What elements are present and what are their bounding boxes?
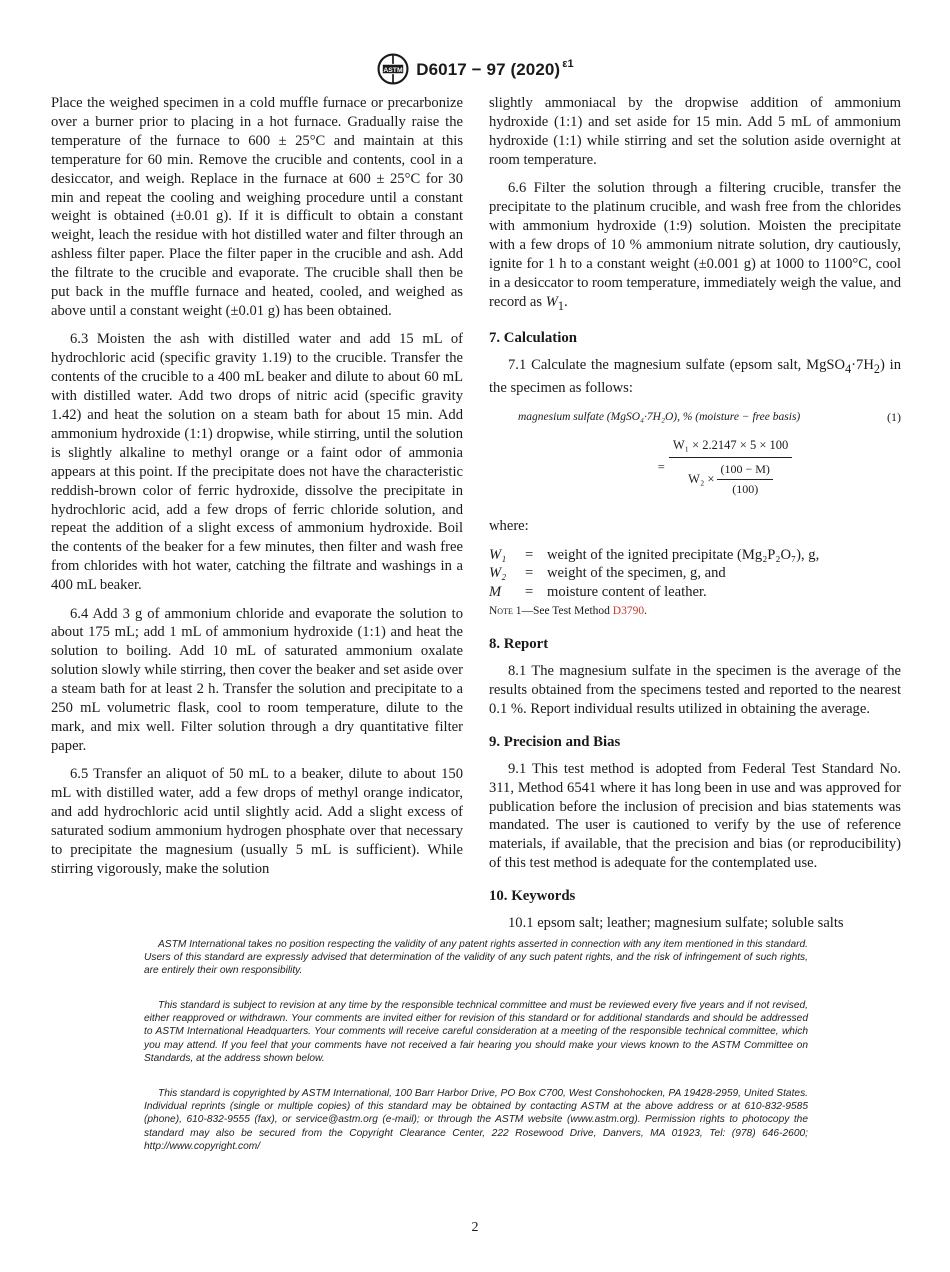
document-designation: D6017 − 97 (2020) $^{\varepsilon 1}$ [416,58,574,79]
copyright-notice: This standard is copyrighted by ASTM International, 100 Barr Harbor Drive, PO Box C700, West Conshohocken, PA 19428-2959, United States. Individual reprints (single or multiple copies) of this standard may be obtained by contacting ASTM at the above address or at 610-832-9585 (phone), 610-832-9555 (fax), or service@astm.org (e-mail); or through the ASTM website (www.astm.org). Permission rights to photocopy the standard may also be secured from the Copyright Clearance Center, 222 Rosewood Drive, Danvers, MA 01923, Tel: (978) 646-2600; http://www.copyright.com/ [144,1088,808,1152]
equation-label: magnesium sulfate (MgSO₄·7H₂O), % (moisture − free basis) (1) [489,408,901,427]
paragraph-6-4: 6.4 Add 3 g of ammonium chloride and evaporate the solution to about 175 mL; add 1 mL of ammonium hydroxide (1:1) and heat the solution to boiling. Add 10 mL of saturated ammonium oxalate solution slowly while stirring, then cover the beaker and set aside over a steam bath for at least 2 h. Transfer the solution and precipitate to a 250 mL volumetric flask, cool to room temperature, dilute to the mark, and mix well. Filter solution through a dry quantitative filter paper. [51,605,463,754]
section-7-heading: 7. Calculation [489,330,577,347]
section-10-heading: 10. Keywords [489,888,576,905]
svg-text:ASTM: ASTM [383,66,403,74]
paragraph-8-1: 8.1 The magnesium sulfate in the specimen is the average of the results obtained from the specimens tested and reported to the nearest 0.1 %. Report individual results utilized in obtaining the average. [489,663,901,717]
equation-numerator: W₁ × 2.2147 × 5 × 100 [669,436,792,458]
epsilon-superscript: ε1 [562,58,574,70]
note-1: Note 1—See Test Method D3790. [489,605,647,618]
left-column [51,94,463,888]
variable-definitions: W₁ = weight of the ignited precipitate (Mg₂P₂O₇), g, W₂ = weight of the specimen, g, and M = moisture content of leather. [489,546,820,601]
right-column [489,94,901,942]
paragraph-6-2-cont: Place the weighed specimen in a cold muffle furnace or precarbonize over a burner prior to placing in a hot furnace. Gradually raise the temperature of the furnace to 600 ± 25°C and maintain at this temperature for 60 min. Remove the crucible and contents, cool in a desiccator, and weigh. Replace in the furnace at 600 ± 25°C for 30 min and repeat the cooling and weighing procedure until a constant weight is obtained (±0.01 g). If it is difficult to obtain a constant weight, leach the residue with hot distilled water and filter through an ashless filter paper. Place the filter paper in the crucible and ash. Add the filtrate to the crucible and evaporate. The crucible shall then be put back in the muffle furnace and heated, cooled, and weighed as above until a constant weight (±0.01 g) has been obtained. [51,95,463,319]
paragraph-6-6: 6.6 Filter the solution through a filtering crucible, transfer the precipitate to the platinum crucible, and wash free from the chlorides with ammonium hydroxide (1:9) solution. Moisten the precipitate with a few drops of 10 % ammonium nitrate solution, dry cautiously, ignite for 1 h to a constant weight (±0.001 g) at 1000 to 1100°C, cool in a desiccator to room temperature, immediately weigh the value, and record as $W_1$. [489,180,901,313]
revision-notice: This standard is subject to revision at any time by the responsible technical committee and must be reviewed every five years and if not revised, either reapproved or withdrawn. Your comments are invited either for revision of this standard or for additional standards and should be addressed to ASTM International Headquarters. Your comments will receive careful consideration at a meeting of the responsible technical committee, which you may attend. If you feel that your comments have not received a fair hearing you should make your views known to the ASTM Committee on Standards, at the address shown below. [144,1000,808,1064]
section-9-heading: 9. Precision and Bias [489,733,621,750]
equation-number: (1) [887,409,901,424]
paragraph-9-1: 9.1 This test method is adopted from Federal Test Standard No. 311, Method 6541 where it has long been in use and was approved for publication before the inclusion of precision and bias statements was mandated. The user is cautioned to verify by the use of reference materials, if available, that the precision and bias (or reproducibility) of this test method is adequate for the contemplated use. [489,760,901,872]
astm-logo-icon [376,52,410,86]
page-number: 2 [471,1220,479,1235]
page-header [0,52,950,86]
paragraph-6-5-cont: slightly ammoniacal by the dropwise addition of ammonium hydroxide (1:1) and set aside for 15 min. Add 5 mL of ammonium hydroxide (1:1) while stirring and set the solution aside overnight at room temperature. [489,95,901,168]
d3790-link[interactable]: D3790 [612,605,645,618]
equation-fraction: = W₁ × 2.2147 × 5 × 100 W₂ × $\frac{(100 - M)}{(100)}$ [549,436,901,499]
section-8-heading: 8. Report [489,636,549,653]
paragraph-10-1: 10.1 epsom salt; leather; magnesium sulfate; soluble salts [508,915,844,932]
where-label: where: [489,518,529,535]
paragraph-7-1: 7.1 Calculate the magnesium sulfate (epsom salt, $MgSO_4\cdot 7H_2$) in the specimen as follows: [489,357,901,397]
paragraph-6-5: 6.5 Transfer an aliquot of 50 mL to a beaker, dilute to about 150 mL with distilled water, add a few drops of methyl orange indicator, and add hydrochloric acid until slightly acid. Add a slight excess of saturated sodium ammonium hydrogen phosphate over that necessary to precipitate the magnesium (usually 5 mL is sufficient). While stirring vigorously, make the solution [51,766,463,877]
patent-notice: ASTM International takes no position respecting the validity of any patent rights asserted in connection with any item mentioned in this standard. Users of this standard are expressly advised that determination of the validity of any such patent rights, and the risk of infringement of such rights, are entirely their own responsibility. [144,939,808,977]
paragraph-6-3: 6.3 Moisten the ash with distilled water and add 15 mL of hydrochloric acid (specific gravity 1.19) to the crucible. Transfer the contents of the crucible to a 400 mL beaker and dilute to about 60 mL with distilled water. Add two drops of nitric acid (specific gravity 1.42) and heat the solution on a steam bath for about 15 min. Add ammonium hydroxide (1:1) dropwise, while stirring, until the solution is slightly alkaline to methyl orange or a faint odor of ammonia appears at this point. If the precipitate does not have the characteristic reddish-brown color of ferric hydroxide, dissolve the precipitate in hydrochloric acid, add a few drops of ferric chloride solution, and repeat the addition of a slight excess of ammonium hydroxide. Boil the contents of the beaker for a few minutes, then filter and wash free from chlorides with hot water, catching the filtrate and washings in a 400 mL beaker. [51,331,463,594]
equation-denominator: W₂ × [688,472,715,487]
